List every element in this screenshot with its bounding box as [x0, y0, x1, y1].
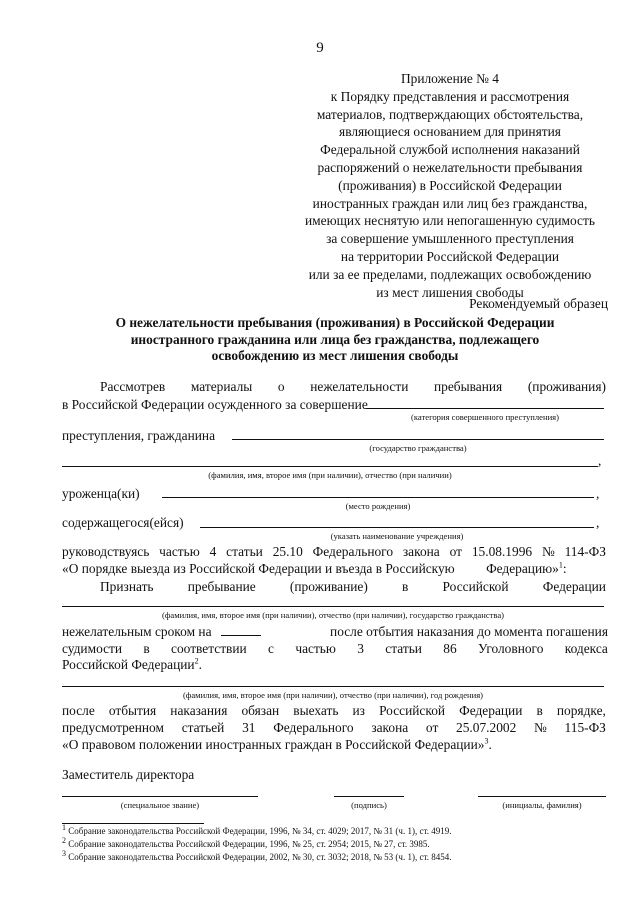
footnote-text: Собрание законодательства Российской Федерации, 1996, № 34, ст. 4029; 2017, № 31 (ч. 1), ст. 4919. [68, 826, 452, 836]
word: порядке, [556, 703, 606, 718]
country: Российской Федерации [62, 657, 195, 672]
word: выехать [293, 703, 339, 718]
word: с [268, 641, 274, 656]
full-name-birthyear-field[interactable] [62, 686, 604, 687]
provided-by-line [62, 720, 606, 736]
word: из [352, 703, 365, 718]
word: статьей [181, 720, 225, 735]
appendix-line: иностранных граждан или лиц без гражданства, [312, 195, 588, 211]
comma: , [598, 453, 602, 468]
word: в [536, 703, 543, 718]
institution-field[interactable] [200, 527, 594, 528]
sample-label: Рекомендуемый образец [469, 296, 608, 311]
footnote-2 [62, 836, 430, 849]
word: Федерального [273, 720, 354, 735]
guided-by-line1 [62, 544, 606, 560]
word: нежелательности [310, 379, 409, 394]
word: частью [159, 544, 200, 559]
footnote-text: Собрание законодательства Российской Федерации, 2002, № 30, ст. 3032; 2018, № 53 (ч. 1), ст. 8454. [68, 852, 452, 862]
appendix-line: к Порядку представления и рассмотрения [330, 88, 570, 104]
word: обязан [241, 703, 280, 718]
word: в [143, 641, 150, 656]
word: пребывание [187, 579, 256, 594]
paragraph-considering-line2: в Российской Федерации осужденного за совершение [62, 397, 368, 412]
word: № [541, 544, 555, 559]
footnote-ref[interactable]: 2 [194, 656, 199, 666]
term-label-after: после отбытия наказания до момента погашения [330, 624, 608, 639]
institution-caption: (указать наименование учреждения) [330, 531, 464, 541]
full-name-citizenship-field[interactable] [62, 606, 604, 607]
signature-caption: (подпись) [351, 800, 387, 810]
paragraph-considering-line1 [100, 379, 606, 395]
initials-field[interactable] [478, 796, 606, 797]
word: (проживание) [289, 579, 368, 594]
guided-by-line2 [62, 561, 567, 577]
word: частью [295, 641, 336, 656]
full-name-birthyear-caption: (фамилия, имя, второе имя (при наличии), отчество (при наличии), год рождения) [182, 690, 484, 700]
signature-field[interactable] [334, 796, 404, 797]
word: закона [402, 544, 440, 559]
word: № [534, 720, 547, 735]
title-line: О нежелательности пребывания (проживания) в Российской Федерации [115, 315, 555, 330]
word: предусмотренном [62, 720, 164, 735]
word: кодекса [564, 641, 608, 656]
appendix-line: распоряжений о нежелательности пребывания [317, 159, 583, 175]
title-line: освобождению из мест лишения свободы [211, 348, 459, 363]
word: Российской [442, 579, 509, 594]
footnote-separator [62, 823, 204, 824]
footnote-text: Собрание законодательства Российской Федерации, 1996, № 25, ст. 2954; 2015, № 27, ст. 3985. [68, 839, 430, 849]
law-name: «О правовом положении иностранных граждан в Российской Федерации» [62, 737, 485, 752]
word: Рассмотрев [100, 379, 166, 394]
word: руководствуясь [62, 544, 150, 559]
word: закона [371, 720, 409, 735]
legal-status-line [62, 737, 492, 753]
appendix-line: за совершение умышленного преступления [326, 231, 574, 247]
recognize-line [100, 579, 606, 595]
colon: : [562, 561, 567, 576]
period: . [488, 737, 492, 752]
word: в [402, 579, 409, 594]
footnote-number: 1 [62, 823, 66, 832]
appendix-line: имеющих неснятую или непогашенную судимость [305, 213, 595, 229]
full-name-caption: (фамилия, имя, второе имя (при наличии), отчество (при наличии) [208, 470, 452, 480]
word: 25.07.2002 [456, 720, 517, 735]
word: Федерального [312, 544, 394, 559]
word: 4 [209, 544, 217, 559]
appendix-header [290, 70, 610, 301]
word: Федерации [542, 579, 606, 594]
after-serving-line [62, 703, 606, 719]
footnote-number: 2 [62, 836, 66, 845]
appendix-line: или за ее пределами, подлежащих освобождению [308, 266, 592, 282]
word: Признать [100, 579, 154, 594]
birthplace-field[interactable] [162, 497, 594, 498]
word: 115-ФЗ [564, 720, 606, 735]
word: Федерации [459, 703, 523, 718]
appendix-line: Федеральной службой исполнения наказаний [320, 142, 580, 158]
word: 25.10 [272, 544, 303, 559]
word: (проживания) [527, 379, 606, 394]
appendix-line: материалов, подтверждающих обстоятельства, [316, 106, 584, 122]
rank-field[interactable] [62, 796, 258, 797]
footnote-ref[interactable]: 1 [558, 560, 563, 570]
term-label: нежелательным сроком на [62, 624, 212, 639]
crime-category-field[interactable] [366, 408, 604, 409]
initials-caption: (инициалы, фамилия) [502, 800, 582, 810]
word: 15.08.1996 [471, 544, 533, 559]
conviction-line [62, 641, 608, 657]
word: статьи [226, 544, 263, 559]
word: пребывания [434, 379, 503, 394]
comma: , [596, 515, 600, 530]
appendix-line: на территории Российской Федерации [340, 248, 560, 264]
citizenship-field[interactable] [232, 439, 604, 440]
crime-citizen-label: преступления, гражданина [62, 428, 216, 443]
rank-caption: (специальное звание) [120, 800, 200, 810]
appendix-line: Приложение № 4 [400, 71, 500, 86]
word: 114-ФЗ [564, 544, 606, 559]
crime-category-caption: (категория совершенного преступления) [411, 412, 559, 422]
comma: , [596, 486, 600, 501]
citizenship-caption: (государство гражданства) [369, 443, 467, 453]
period: . [198, 657, 202, 672]
footnote-ref[interactable]: 3 [484, 736, 489, 746]
held-in-label: содержащегося(ейся) [62, 515, 184, 530]
word: 31 [242, 720, 256, 735]
appendix-line: (проживания) в Российской Федерации [338, 177, 562, 193]
footnote-3 [62, 849, 452, 862]
title-line: иностранного гражданина или лица без гражданства, подлежащего [130, 331, 540, 347]
word: 3 [357, 641, 364, 656]
word: отбытия [108, 703, 157, 718]
appendix-line: из мест лишения свободы [376, 284, 524, 300]
appendix-line: являющиеся основанием для принятия [339, 124, 561, 140]
word: статьи [385, 641, 422, 656]
footnote-1 [62, 823, 452, 836]
word: Российской [379, 703, 446, 718]
word: от [449, 544, 462, 559]
full-name-citizenship-caption: (фамилия, имя, второе имя (при наличии), отчество (при наличии), государство гражданства) [161, 610, 505, 620]
birthplace-caption: (место рождения) [345, 501, 411, 511]
word: от [425, 720, 439, 735]
term-field[interactable] [221, 635, 261, 636]
full-name-field[interactable] [62, 466, 598, 467]
footnote-number: 3 [62, 849, 66, 858]
criminal-code-line [62, 657, 202, 673]
word: о [277, 379, 285, 394]
law-name-part: «О порядке выезда из Российской Федерации и въезда в Российскую [62, 561, 455, 576]
word: материалы [190, 379, 253, 394]
page-number: 9 [316, 40, 324, 56]
word: соответствии [171, 641, 247, 656]
undesirable-term-line [62, 624, 608, 640]
word: после [62, 703, 95, 718]
document-title [60, 315, 610, 365]
deputy-director-label: Заместитель директора [62, 767, 195, 782]
word: Уголовного [478, 641, 544, 656]
word: судимости [62, 641, 123, 656]
law-name-part: Федерацию» [486, 561, 559, 576]
word: 86 [443, 641, 457, 656]
word: наказания [170, 703, 228, 718]
native-of-label: уроженца(ки) [62, 486, 140, 501]
